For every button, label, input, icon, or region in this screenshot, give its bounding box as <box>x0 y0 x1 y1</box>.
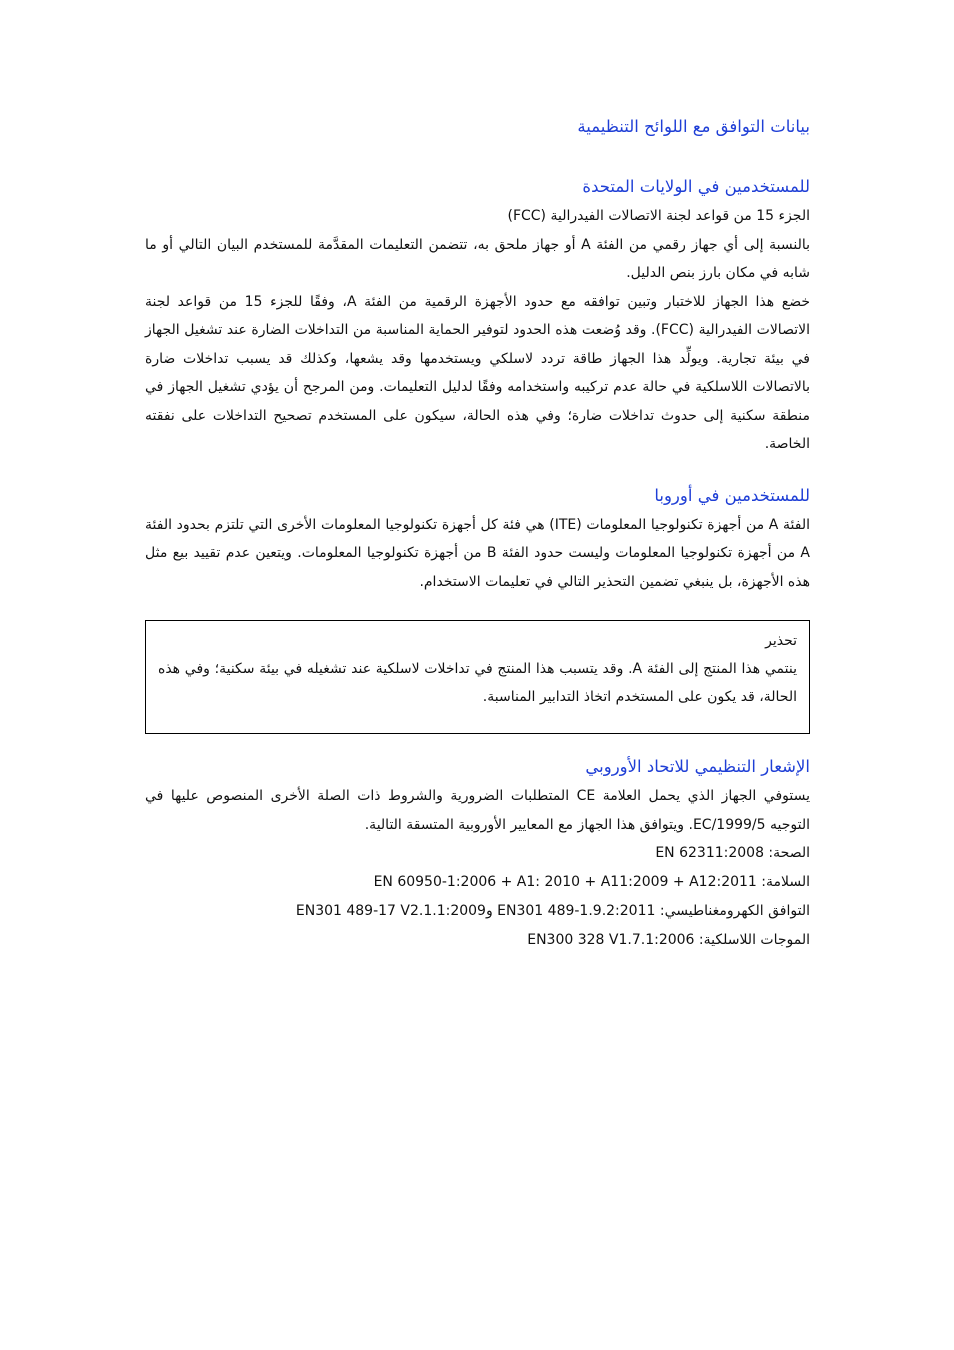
radio-standard: الموجات اللاسلكية: EN300 328 V1.7.1:2006 <box>527 932 810 948</box>
warning-title: تحذير <box>765 633 797 649</box>
eu-notice-heading: الإشعار التنظيمي للاتحاد الأوروبي <box>585 757 810 776</box>
emc-standard: التوافق الكهرومغناطيسي: EN301 489-1.9.2:2011 وEN301 489-17 V2.1.1:2009 <box>295 903 810 919</box>
usa-paragraph-2: خضع هذا الجهاز للاختبار وتبين توافقه مع حدود الأجهزة الرقمية من الفئة A، وفقًا للجزء 15 من قواعد لجنة الاتصالات الفيدرالية (FCC). وقد وُضعت هذه الحدود لتوفير الحماية المناسبة من التداخلات الضارة عند تشغيل الجهاز في بيئة تجارية. ويولِّد هذا الجهاز طاقة تردد لاسلكي ويستخدمها وقد يشعها، وكذلك قد يسبب تداخلات ضارة بالاتصالات اللاسلكية في حالة عدم تركيبه واستخدامه وفقًا لدليل التعليمات. ومن المرجح أن يؤدي تشغيل الجهاز في منطقة سكنية إلى حدوث تداخلات ضارة؛ وفي هذه الحالة، سيكون على المستخدم تصحيح التداخلات على نفقته الخاصة. <box>145 293 811 452</box>
europe-paragraph: الفئة A من أجهزة تكنولوجيا المعلومات (ITE) هي فئة كل أجهزة تكنولوجيا المعلومات الأخرى التي تلتزم بحدود الفئة A من أجهزة تكنولوجيا المعلومات وليست حدود الفئة B من أجهزة تكنولوجيا المعلومات. ويتعين عدم تقييد بيع مثل هذه الأجهزة، بل ينبغي تضمين التحذير التالي في تعليمات الاستخدام. <box>145 516 811 590</box>
warning-text: ينتمي هذا المنتج إلى الفئة A. وقد يتسبب هذا المنتج في تداخلات لاسلكية عند تشغيله في بيئة سكنية؛ وفي هذه الحالة، قد يكون على المستخدم اتخاذ التدابير المناسبة. <box>158 661 797 705</box>
fcc-part-line: الجزء 15 من قواعد لجنة الاتصالات الفيدرالية (FCC) <box>507 208 810 224</box>
warning-box <box>145 620 810 734</box>
usa-heading: للمستخدمين في الولايات المتحدة <box>582 177 810 196</box>
europe-heading: للمستخدمين في أوروبا <box>654 485 810 505</box>
eu-notice-paragraph: يستوفي الجهاز الذي يحمل العلامة CE المتطلبات الضرورية والشروط ذات الصلة الأخرى المنصوص عليها في التوجيه EC/1999/5. ويتوافق هذا الجهاز مع المعايير الأوروبية المتسقة التالية. <box>145 788 810 833</box>
usa-paragraph-1: بالنسبة إلى أي جهاز رقمي من الفئة A أو جهاز ملحق به، تتضمن التعليمات المقدَّمة للمستخدم البيان التالي أو ما شابه في مكان بارز بنص الدليل. <box>145 236 811 281</box>
section-gap <box>145 459 810 481</box>
section-gap <box>145 734 810 752</box>
page-title: بيانات التوافق مع اللوائح التنظيمية <box>577 117 810 136</box>
safety-standard: السلامة: EN 60950-1:2006 + A1: 2010 + A11:2009 + A12:2011 <box>373 874 810 890</box>
health-standard: الصحة: EN 62311:2008 <box>655 845 810 861</box>
document-body <box>145 112 810 955</box>
